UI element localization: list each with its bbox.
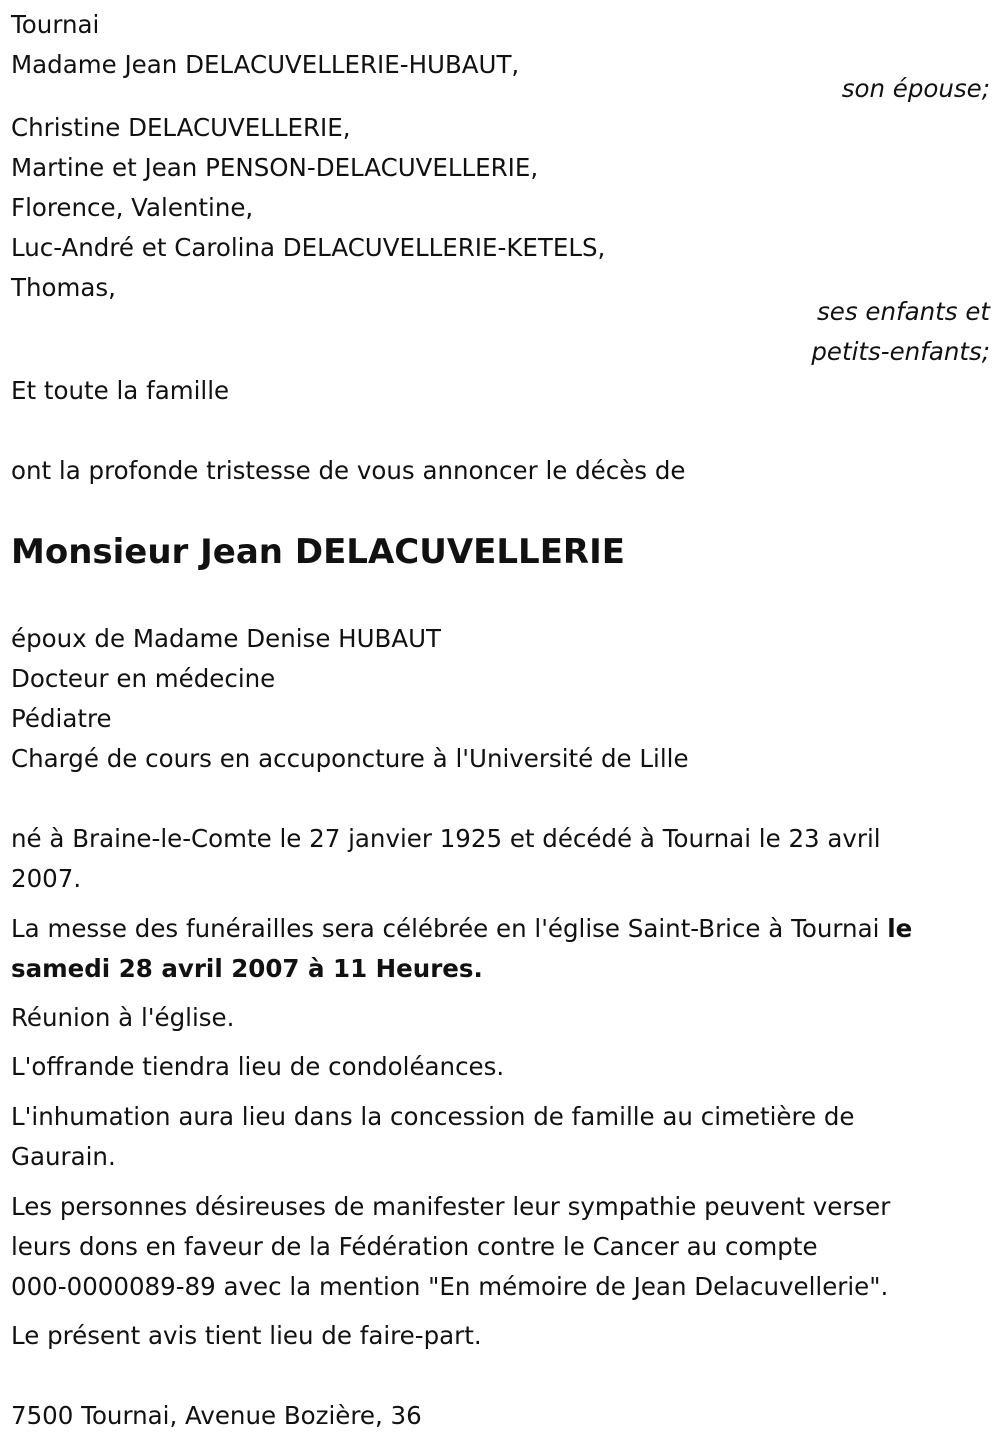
deceased-detail: Pédiatre <box>11 704 112 733</box>
burial-line-2: Gaurain. <box>11 1142 116 1171</box>
deceased-detail: Chargé de cours en accuponcture à l'Université de Lille <box>11 744 689 773</box>
child-line: Luc-André et Carolina DELACUVELLERIE-KETELS, <box>11 233 606 262</box>
donation-line-1: Les personnes désireuses de manifester leur sympathie peuvent verser <box>11 1192 891 1221</box>
mass-text: La messe des funérailles sera célébrée en l'église Saint-Brice à Tournai <box>11 914 880 943</box>
spouse-role: son épouse; <box>841 74 990 103</box>
address-text: 7500 Tournai, Avenue Bozière, 36 <box>11 1401 422 1430</box>
deceased-name: Monsieur Jean DELACUVELLERIE <box>11 532 625 572</box>
whole-family: Et toute la famille <box>11 376 230 405</box>
birth-death-line-2: 2007. <box>11 864 82 893</box>
mass-when-part-2: samedi 28 avril 2007 à 11 Heures. <box>11 954 483 983</box>
deceased-detail: époux de Madame Denise HUBAUT <box>11 624 442 653</box>
child-line: Martine et Jean PENSON-DELACUVELLERIE, <box>11 153 539 182</box>
offering-text: L'offrande tiendra lieu de condoléances. <box>11 1052 505 1081</box>
children-role-line-2: petits-enfants; <box>811 337 990 366</box>
notice-text: Le présent avis tient lieu de faire-part. <box>11 1321 482 1350</box>
burial-line-1: L'inhumation aura lieu dans la concession de famille au cimetière de <box>11 1102 855 1131</box>
child-line: Florence, Valentine, <box>11 193 254 222</box>
spouse-name: Madame Jean DELACUVELLERIE-HUBAUT, <box>11 50 520 79</box>
birth-death-line-1: né à Braine-le-Comte le 27 janvier 1925 et décédé à Tournai le 23 avril <box>11 824 881 853</box>
deceased-detail: Docteur en médecine <box>11 664 276 693</box>
donation-line-3: 000-0000089-89 avec la mention "En mémoire de Jean Delacuvellerie". <box>11 1272 889 1301</box>
mass-line-1 <box>11 909 912 949</box>
meeting-text: Réunion à l'église. <box>11 1003 235 1032</box>
city-heading: Tournai <box>11 10 100 39</box>
child-line: Thomas, <box>11 273 116 302</box>
mass-when-part-1: le <box>887 914 913 943</box>
donation-line-2: leurs dons en faveur de la Fédération contre le Cancer au compte <box>11 1232 818 1261</box>
announcement-text: ont la profonde tristesse de vous annoncer le décès de <box>11 456 686 485</box>
child-line: Christine DELACUVELLERIE, <box>11 113 351 142</box>
children-role-line-1: ses enfants et <box>817 297 990 326</box>
